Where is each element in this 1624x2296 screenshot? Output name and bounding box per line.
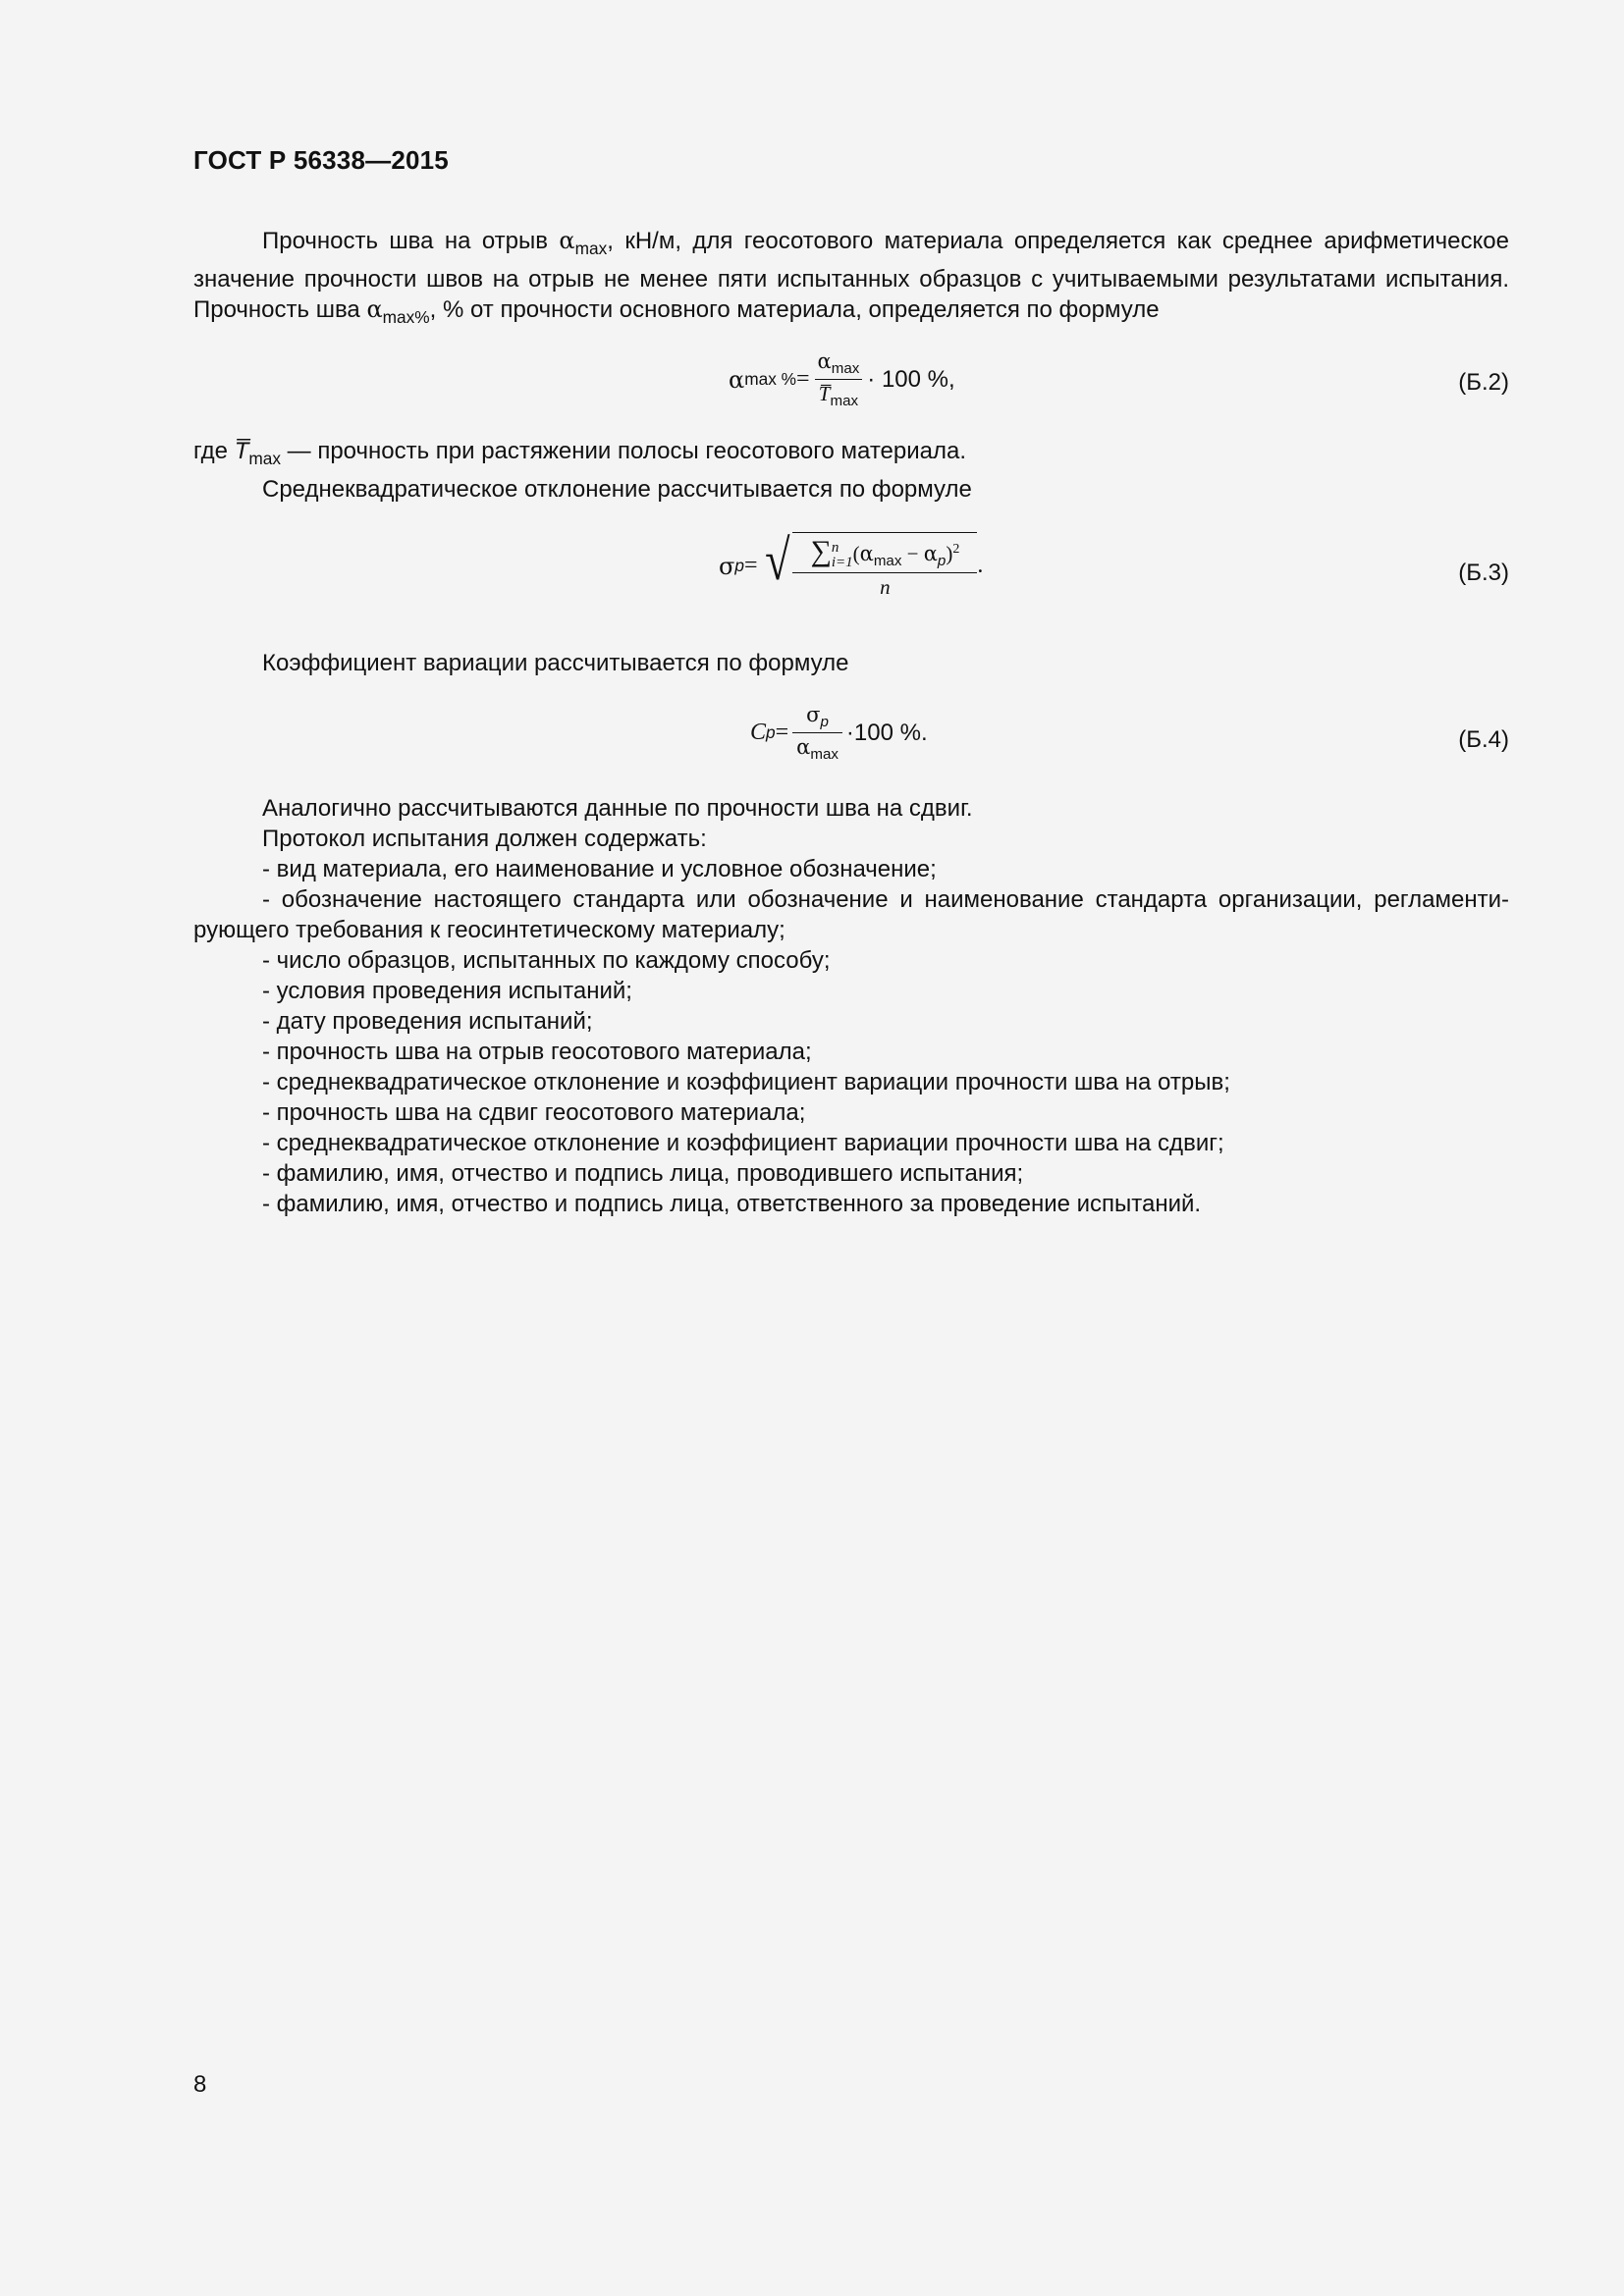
paragraph-variation: Коэффициент вариации рассчитывается по формуле [262,650,849,676]
formula-b2-number: (Б.2) [1458,369,1509,396]
protocol-section [193,793,1509,1219]
list-item: - фамилию, имя, отчество и подпись лица, проводившего испытания; [262,1160,1024,1187]
paragraph-protocol: Протокол испытания должен содержать: [262,826,707,852]
document-code-header: ГОСТ Р 56338—2015 [193,145,449,175]
paragraph-shear: Аналогично рассчитываются данные по прочности шва на сдвиг. [262,795,973,822]
formula-b2: α max % = $\frac{\alpha_{max}}{T̅_{max}}$ · 100 %, [729,349,955,410]
list-item: - условия проведения испытаний; [262,978,632,1004]
where-explanation: где $T̅_{max}$ — прочность при растяжении полосы геосотового материала. Среднеквадратическое отклонение рассчитывается по формуле [193,436,1509,505]
list-item: - фамилию, имя, отчество и подпись лица, ответственного за проведение испытаний. [262,1191,1202,1217]
list-item: - среднеквадратическое отклонение и коэффициент вариации прочности шва на отрыв; [262,1069,1230,1095]
list-item: - прочность шва на сдвиг геосотового материала; [262,1099,806,1126]
formula-b2-fraction: $\frac{\alpha_{max}}{T̅_{max}}$ [814,349,864,409]
paragraph-seam-strength: Прочность шва на отрыв $\alpha_{max}$, кН/м, для геосотового материала определяется как среднее арифметическое значение прочности швов на отрыв не менее пяти испытанных образцов с учитываемыми результатами испытания. Прочность шва $\alpha_{max\%}$, % от прочности основного материала, определяется по формуле [193,227,1509,327]
list-item: - вид материала, его наименование и условное обозначение; [262,856,937,882]
list-item: - прочность шва на отрыв геосотового материала; [262,1039,812,1065]
list-item: - число образцов, испытанных по каждому способу; [262,947,831,974]
formula-b4-row [193,703,1509,772]
list-item: - обозначение настоящего стандарта или обозначение и наименование стандарта организации, регламенти-рующего требования к геосинтетическому материалу; [193,886,1509,943]
formula-b2-row [193,349,1509,418]
sqrt-sign-icon: √ [764,528,790,592]
formula-b3-sqrt: √ ∑ n i=1 $(\alpha_{max} - \alpha_p)^2$ n [762,532,978,600]
formula-b3: σ p = √ ∑ n i=1 $(\alpha_{max} - \alpha_p)^2$ n . [719,528,984,600]
paragraph-std-deviation: Среднеквадратическое отклонение рассчитывается по формуле [262,475,972,503]
formula-b4-number: (Б.4) [1458,726,1509,753]
list-item: - среднеквадратическое отклонение и коэффициент вариации прочности шва на сдвиг; [262,1130,1224,1156]
formula-b3-number: (Б.3) [1458,560,1509,586]
page-number: 8 [193,2071,207,2098]
formula-b4: C p = $\frac{\sigma_p}{\alpha_{max}}$ ·100 %. [750,703,928,764]
formula-b3-row [193,528,1509,620]
formula-b4-fraction: $\frac{\sigma_p}{\alpha_{max}}$ [792,703,842,763]
list-item: - дату проведения испытаний; [262,1008,593,1035]
